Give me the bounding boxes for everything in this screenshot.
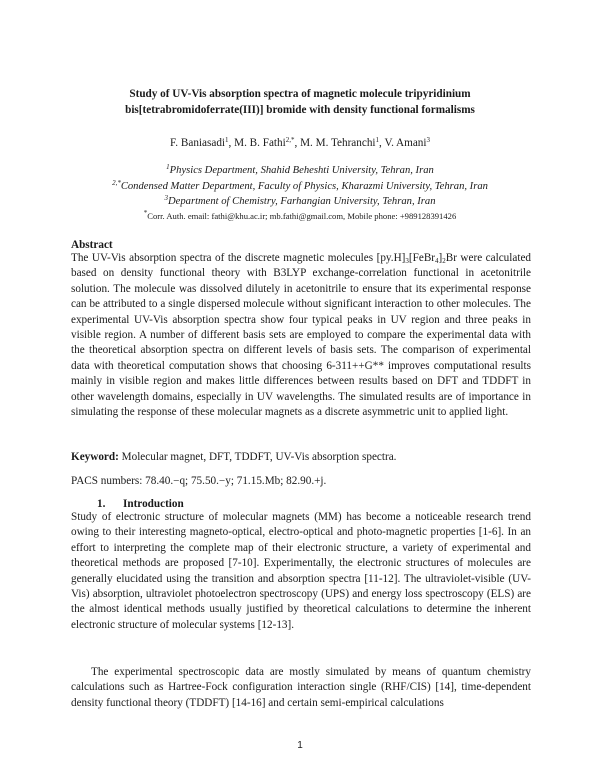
- author-name: M. B. Fathi: [234, 137, 286, 149]
- affiliation-1: $^1$Physics Department, Shahid Beheshti University, Tehran, Iran: [166, 163, 434, 176]
- author-affiliation-mark: 1: [225, 136, 229, 144]
- section-title: Introduction: [123, 498, 184, 510]
- pacs-numbers: PACS numbers: 78.40.−q; 75.50.−y; 71.15.Mb; 82.90.+j.: [71, 475, 327, 487]
- abstract-heading: Abstract: [71, 239, 113, 251]
- affiliation-2: $^{2,*}$Condensed Matter Department, Faculty of Physics, Kharazmi University, Tehran, Iran: [112, 179, 488, 192]
- abstract-text: The UV-Vis absorption spectra of the discrete magnetic molecules $[py.H]_3[FeBr_4]_2Br$ were calculated based on density functional theory with B3LYP exchange-correlation functional in acetonitrile solution. The molecule was dissolved dilutely in acetonitrile to ensure that its experimental response can be attributed to a single dispersed molecule without significant interaction to other molecules. The experimental UV-Vis absorption spectra show four typical peaks in UV region and three peaks in visible region. A number of different basis sets are employed to compare the experimental data with the theoretical absorption spectra on different levels of basis sets. The comparison of experimental data with theoretical computation shows that choosing 6-311++G** improves computational results mainly in visible region and makes little differences between results based on DFT and TDDFT in other wavelength domains, especially in UV wavelengths. The simulated results are of importance in simulating the response of these molecular magnets as a discrete asymmetric unit to applied light.: [71, 252, 532, 419]
- page-number: 1: [297, 740, 303, 751]
- author-name: V. Amani: [384, 137, 427, 149]
- author-affiliation-mark: 2,*: [285, 136, 295, 144]
- paper-title: [70, 86, 530, 118]
- section-number: 1.: [97, 498, 106, 510]
- introduction-paragraph-1: Study of electronic structure of molecular magnets (MM) has become a noticeable research trend owing to their interesting magneto-optical, electro-optical and photo-magnetic properties [1-6]. In an effort to interpreting the complete map of their electronic structure, a variety of experimental and theoretical methods are proposed [7-10]. Experimentally, the electronic structures of molecules are generally elucidated using the transition and absorption spectra [11-12]. The ultraviolet-visible (UV-Vis) absorption, ultraviolet photoelectron spectroscopy (UPS) and energy loss spectroscopy (ELS) are the almost identical methods usually justified by theoretical calculations to determine the inherent electronic structure of molecular systems [12-13].: [71, 511, 531, 631]
- affiliation-3: $^3$Department of Chemistry, Farhangian University, Tehran, Iran: [164, 194, 436, 207]
- author-list: F. Baniasadi$^1$, M. B. Fathi$^{2,*}$, M. M. Tehranchi$^1$, V. Amani$^3$: [169, 136, 430, 149]
- author-name: M. M. Tehranchi: [300, 137, 376, 149]
- introduction-heading: [97, 497, 184, 511]
- author-affiliation-mark: 1: [375, 136, 380, 144]
- keywords-label: Keyword:: [71, 451, 119, 463]
- title-line-2: bis[tetrabromidoferrate(III)] bromide with density functional formalisms: [125, 104, 475, 116]
- title-line-1: Study of UV-Vis absorption spectra of magnetic molecule tripyridinium: [129, 88, 471, 100]
- introduction-paragraph-2: The experimental spectroscopic data are mostly simulated by means of quantum chemistry calculations such as Hartree-Fock configuration interaction single (RHF/CIS) [14], time-dependent density functional theory (TDDFT) [14-16] and certain semi-empirical calculations: [71, 666, 531, 709]
- keywords-text: Molecular magnet, DFT, TDDFT, UV-Vis absorption spectra.: [118, 451, 397, 463]
- keywords: [71, 450, 396, 464]
- author-affiliation-mark: 3: [426, 136, 430, 144]
- corresponding-author: *Corr. Auth. email: fathi@khu.ac.ir; mb.fathi@gmail.com, Mobile phone: +989128391426: [143, 209, 457, 221]
- author-name: F. Baniasadi: [169, 137, 226, 149]
